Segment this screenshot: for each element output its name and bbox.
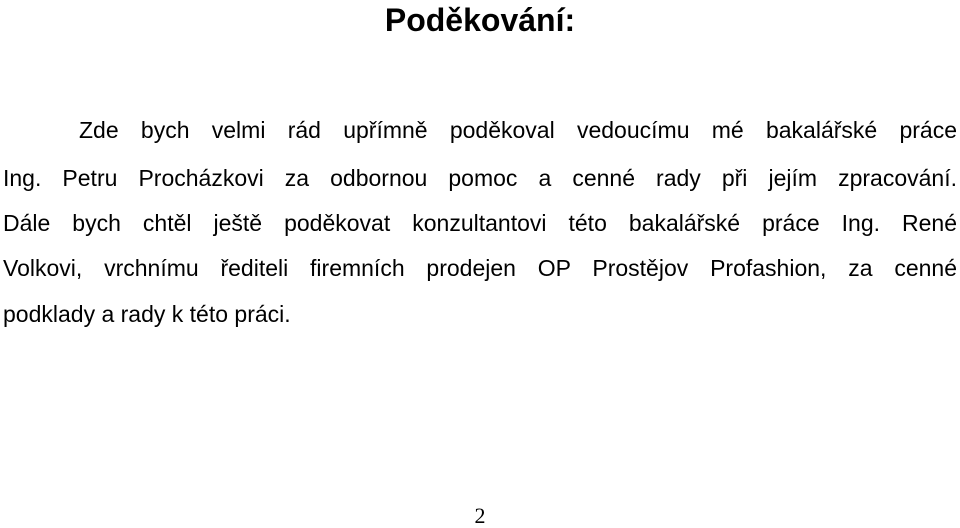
paragraph-line-4: Volkovi, vrchnímu řediteli firemních prodejen OP Prostějov Profashion, za cenné [3,255,957,281]
page-number: 2 [474,503,486,528]
paragraph-line-3: Dále bych chtěl ještě poděkovat konzultantovi této bakalářské práce Ing. René [3,210,957,236]
page-title: Poděkování: [384,2,576,38]
paragraph-line-2: Ing. Petru Procházkovi za odbornou pomoc a cenné rady při jejím zpracování. [3,165,957,191]
paragraph-line-5: podklady a rady k této práci. [3,301,291,327]
paragraph-line-1: Zde bych velmi rád upřímně poděkoval vedoucímu mé bakalářské práce [79,117,957,143]
